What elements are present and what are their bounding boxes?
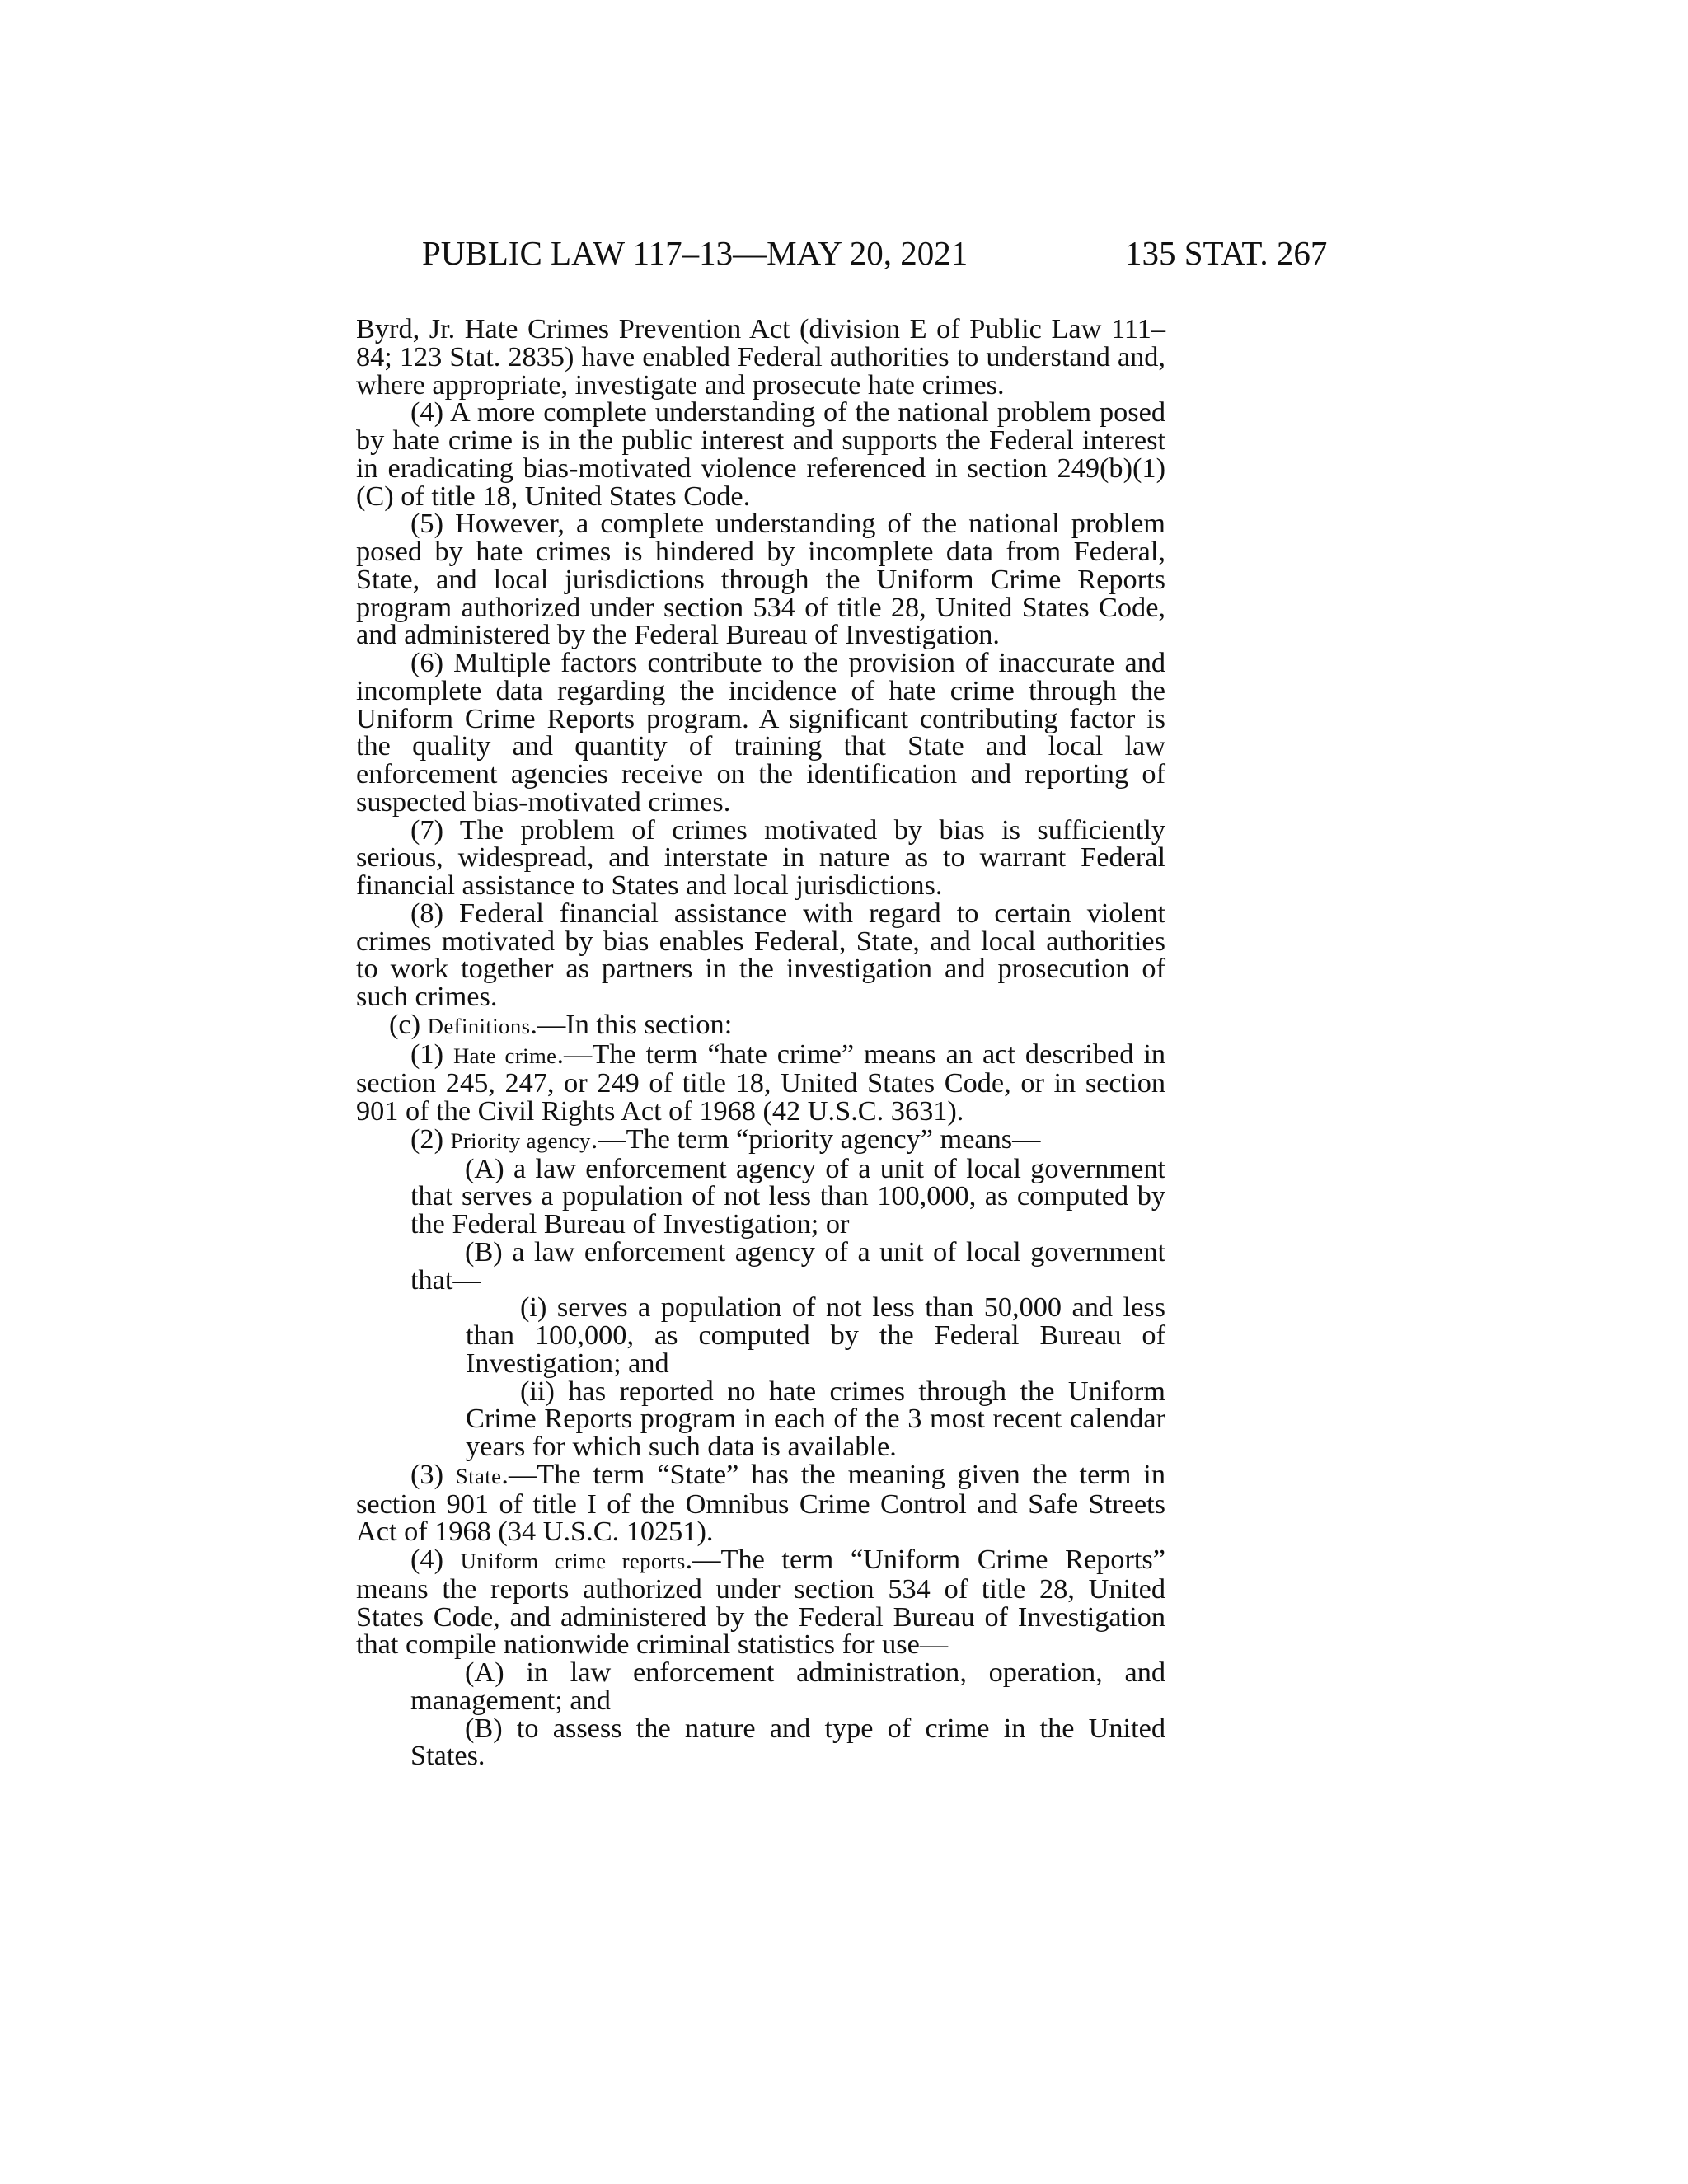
document-body [356,313,1165,1772]
definition-state-prefix: (3) [410,1458,456,1490]
paragraph-continuation: Byrd, Jr. Hate Crimes Prevention Act (division E of Public Law 111–84; 123 Stat. 2835) have enabled Federal authorities to understand and, where appropriate, investigate and prosecute hate crimes. [356,313,1165,401]
definition-state [356,1458,1165,1548]
definition-hate-crime-text: .—The term “hate crime” means an act described in section 245, 247, or 249 of title 18, United States Code, or in section 901 of the Civil Rights Act of 1968 (42 U.S.C. 3631). [356,1038,1165,1127]
page-header [0,232,1688,274]
definition-priority-agency [356,1122,1165,1155]
definition-priority-agency-prefix: (2) [410,1122,451,1155]
definition-state-heading: State [455,1463,502,1488]
definition-priority-agency-heading: Priority agency [450,1127,591,1153]
definition-priority-agency-text: .—The term “priority agency” means— [590,1122,1041,1155]
definition-hate-crime-heading: Hate crime [452,1043,557,1068]
definitions-rest: .—In this section: [530,1008,733,1040]
finding-7: (7) The problem of crimes motivated by bias is sufficiently serious, widespread, and interstate in nature as to warrant Federal financial assistance to States and local jurisdictions. [356,813,1165,901]
page-number: 135 STAT. 267 [1125,234,1328,272]
definitions-heading: Definitions [427,1013,531,1038]
ucr-use-b: (B) to assess the nature and type of crime in the United States. [410,1712,1165,1772]
running-head-title: PUBLIC LAW 117–13—MAY 20, 2021 [422,234,968,272]
definition-ucr-prefix: (4) [410,1544,461,1575]
finding-6: (6) Multiple factors contribute to the provision of inaccurate and incomplete data regarding the incidence of hate crime through the Uniform Crime Reports program. A significant contributing factor is the quality and quantity of training that State and local law enforcement agencies receive on the identification and reporting of suspected bias-motivated crimes. [356,647,1165,818]
definition-uniform-crime-reports [356,1546,1165,1659]
priority-agency-a: (A) a law enforcement agency of a unit of local government that serves a population of not less than 100,000, as computed by the Federal Bureau of Investigation; or [410,1152,1165,1240]
definition-hate-crime-prefix: (1) [410,1038,453,1070]
priority-agency-b-ii: (ii) has reported no hate crimes through the Uniform Crime Reports program in each of the 3 most recent calendar years for which such data is available. [466,1375,1165,1462]
ucr-use-a: (A) in law enforcement administration, operation, and management; and [410,1657,1165,1716]
finding-8: (8) Federal financial assistance with regard to certain violent crimes motivated by bias enables Federal, State, and local authorities to work together as partners in the investigation and prosecution of such crimes. [356,897,1165,1012]
definitions-prefix: (c) [389,1008,428,1040]
finding-4: (4) A more complete understanding of the national problem posed by hate crime is in the public interest and supports the Federal interest in eradicating bias-motivated violence referenced in section 249(b)(1)(C) of title 18, United States Code. [356,396,1165,512]
definition-state-text: .—The term “State” has the meaning given the term in section 901 of title I of the Omnibus Crime Control and Safe Streets Act of 1968 (34 U.S.C. 10251). [356,1458,1165,1548]
definition-hate-crime [356,1038,1165,1127]
priority-agency-b: (B) a law enforcement agency of a unit of local government that— [410,1235,1165,1296]
priority-agency-b-i: (i) serves a population of not less than 50,000 and less than 100,000, as computed by the Federal Bureau of Investigation; and [466,1291,1165,1379]
finding-5: (5) However, a complete understanding of the national problem posed by hate crimes is hindered by incomplete data from Federal, State, and local jurisdictions through the Uniform Crime Reports program authorized under section 534 of title 28, United States Code, and administered by the Federal Bureau of Investigation. [356,508,1165,651]
definition-ucr-text: .—The term “Uniform Crime Reports” means the reports authorized under section 534 of title 28, United States Code, and administered by the Federal Bureau of Investigation that compile nationwide criminal statistics for use— [356,1544,1165,1661]
definitions-subsection [356,1008,1165,1041]
definition-ucr-heading: Uniform crime reports [460,1549,686,1573]
